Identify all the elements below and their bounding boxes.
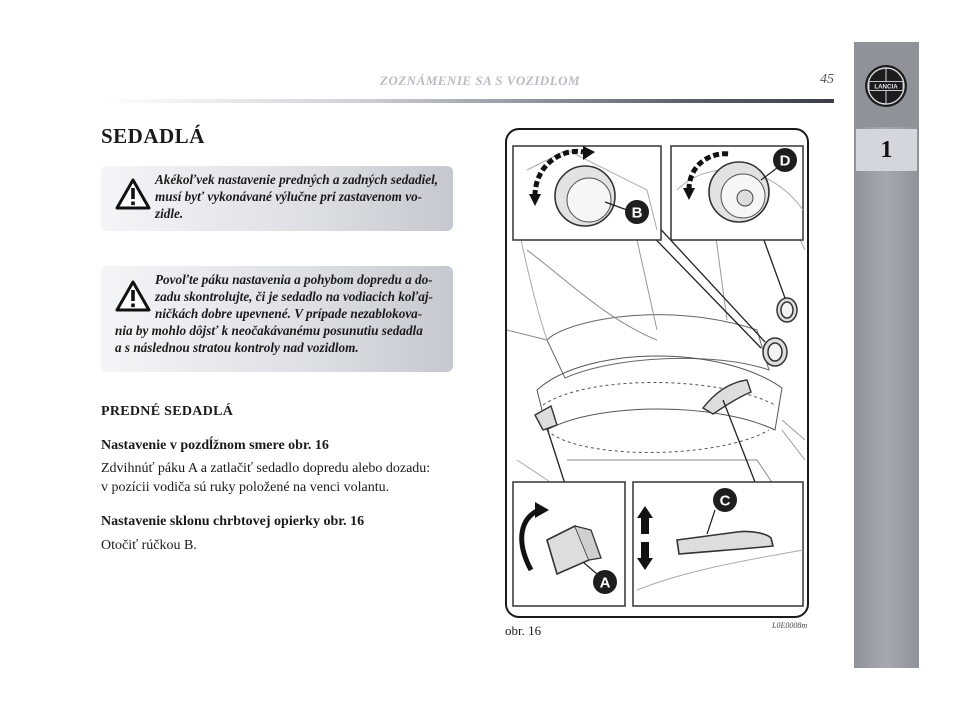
header-rule (100, 99, 834, 103)
inset-d (671, 146, 803, 240)
running-header-title: ZOZNÁMENIE SA S VOZIDLOM (379, 73, 581, 88)
page-number: 45 (820, 72, 834, 87)
body-text-line: Otočiť rúčkou B. (101, 538, 197, 553)
svg-text:D: D (779, 152, 791, 170)
warning-text-line: Akékoľvek nastavenie predných a zadných sedadiel, (155, 172, 439, 187)
svg-text:A: A (599, 574, 611, 592)
warning-text-line: a s následnou stratou kontroly nad vozidlom. (115, 340, 359, 355)
warning-text-line: musí byť vykonávané výlučne pri zastavenom vo- (155, 189, 423, 204)
lancia-logo-icon (864, 64, 908, 108)
warning-triangle-icon (115, 280, 151, 312)
warning-triangle-icon (115, 178, 151, 210)
warning-text-line: zadu skontrolujte, či je sedadlo na vodiacich koľaj- (155, 289, 433, 304)
inset-c (633, 482, 803, 606)
paragraph-heading: Nastavenie v pozdĺžnom smere obr. 16 (101, 438, 329, 453)
warning-box (101, 266, 453, 372)
subsection-title: PREDNÉ SEDADLÁ (101, 404, 234, 419)
chapter-tab[interactable]: 1 (856, 129, 917, 171)
body-text-line: v pozícii vodiča sú ruky položené na venci volantu. (101, 480, 390, 495)
seat-adjustment-figure (505, 128, 809, 618)
figure-caption: obr. 16 (505, 623, 542, 638)
paragraph-heading: Nastavenie sklonu chrbtovej opierky obr. 16 (101, 514, 365, 529)
svg-text:B: B (631, 204, 643, 222)
section-title: SEDADLÁ (101, 124, 205, 148)
svg-text:C: C (719, 492, 731, 510)
inset-b (513, 146, 661, 240)
svg-text:LANCIA: LANCIA (874, 83, 898, 91)
warning-text-line: zidle. (155, 206, 184, 221)
body-text-line: Zdvihnúť páku A a zatlačiť sedadlo dopredu alebo dozadu: (101, 461, 431, 476)
seat-illustration (507, 130, 807, 616)
knob-d-small (777, 298, 797, 322)
warning-box (101, 166, 453, 231)
warning-text-line: ničkách dobre upevnené. V prípade nezablokova- (155, 306, 423, 321)
warning-text-line: Povoľte páku nastavenia a pohybom dopredu a do- (155, 272, 433, 287)
knob-b-small (763, 338, 787, 366)
figure-code: L0E0008m (772, 621, 808, 630)
inset-a (513, 482, 625, 606)
warning-text-line: nia by mohlo dôjsť k neočakávanému posunutiu sedadla (115, 323, 423, 338)
